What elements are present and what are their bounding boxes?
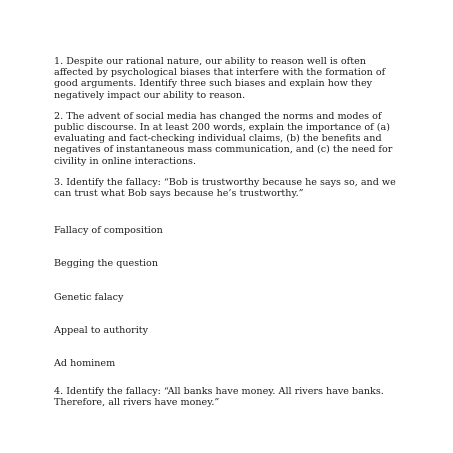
answer-option: Genetic falacy xyxy=(54,291,124,303)
answer-option: Ad hominem xyxy=(54,358,116,370)
question-1: 1. Despite our rational nature, our ability to reason well is often affected by psychological biases that interfere with the formation of good arguments. Identify three such biases and explain how they negatively impact our ability to reason. xyxy=(54,56,386,101)
question-2: 2. The advent of social media has changed the norms and modes of public discourse. In at least 200 words, explain the importance of (a) evaluating and fact-checking individual claims, (b) the benefits and negatives of instantaneous mass communication, and (c) the need for civility in online interactions. xyxy=(54,110,393,167)
answer-option: Fallacy of composition xyxy=(54,225,163,237)
question-3-options xyxy=(54,225,398,369)
question-4: 4. Identify the fallacy: “All banks have money. All rivers have banks. Therefore, all rivers have money.” xyxy=(54,386,384,409)
document-body xyxy=(54,56,398,409)
answer-option: Appeal to authority xyxy=(54,324,149,336)
question-3: 3. Identify the fallacy: “Bob is trustworthy because he says so, and we can trust what Bob says because he’s trustworthy.” xyxy=(54,176,396,200)
answer-option: Begging the question xyxy=(54,258,159,270)
